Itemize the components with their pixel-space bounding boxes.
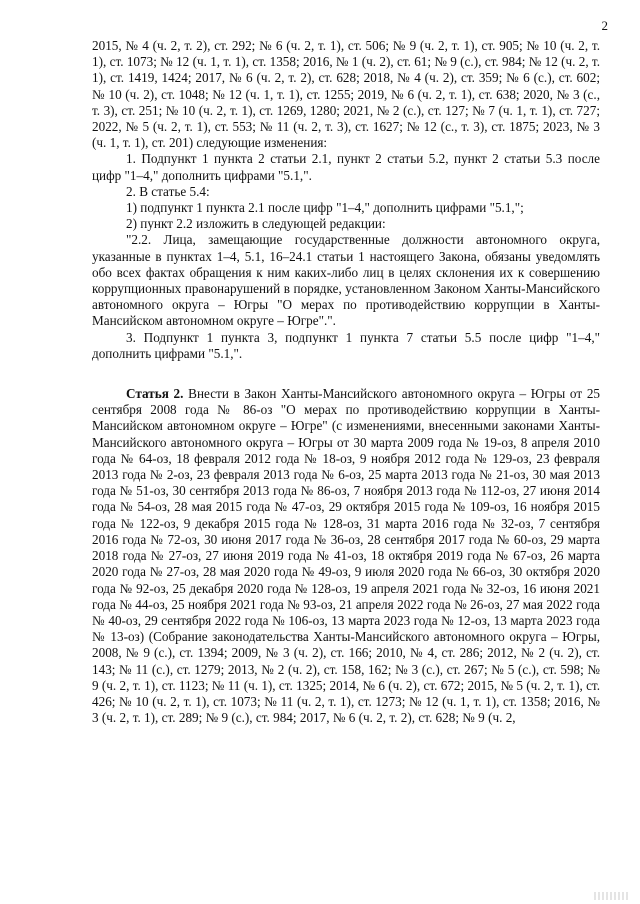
amendment-item-2: 2. В статье 5.4: [126, 183, 210, 199]
amendment-item-1: 1. Подпункт 1 пункта 2 статьи 2.1, пункт 2 статьи 5.2, пункт 2 статьи 5.3 после цифр "1–4," дополнить цифрами "5.1,". [92, 151, 600, 183]
section-gap [92, 362, 600, 386]
document-body [92, 38, 600, 726]
amendment-item-3: 3. Подпункт 1 пункта 3, подпункт 1 пункта 7 статьи 5.5 после цифр "1–4," дополнить цифрами "5.1,". [92, 329, 600, 361]
scan-artifact-mark [594, 892, 630, 900]
article-2-text: Внести в Закон Ханты-Мансийского автономного округа – Югры от 25 сентября 2008 года № 86-оз "О мерах по противодействию коррупции в Ханты-Мансийском автономном округе – Югре" (с изменениями, внесенными законами Ханты-Мансийского автономного округа – Югры от 30 марта 2009 года № 19-оз, 8 апреля 2010 года № 64-оз, 18 февраля 2012 года № 18-оз, 9 ноября 2012 года № 129-оз, 23 февраля 2013 года № 2-оз, 23 февраля 2013 года № 6-оз, 25 марта 2013 года № 21-оз, 30 мая 2013 года № 51-оз, 30 сентября 2013 года № 86-оз, 7 ноября 2013 года № 112-оз, 27 июня 2014 года № 54-оз, 28 мая 2015 года № 47-оз, 29 октября 2015 года № 109-оз, 16 ноября 2015 года № 122-оз, 9 декабря 2015 года № 128-оз, 31 марта 2016 года № 32-оз, 7 сентября 2016 года № 72-оз, 30 июня 2017 года № 36-оз, 28 сентября 2017 года № 60-оз, 29 марта 2018 года № 27-оз, 27 июня 2019 года № 41-оз, 18 октября 2019 года № 67-оз, 26 марта 2020 года № 27-оз, 28 мая 2020 года № 49-оз, 9 июля 2020 года № 66-оз, 30 октября 2020 года № 92-оз, 25 декабря 2020 года № 128-оз, 19 апреля 2021 года № 32-оз, 16 июня 2021 года № 44-оз, 25 ноября 2021 года № 93-оз, 21 апреля 2022 года № 26-оз, 27 мая 2022 года № 40-оз, 29 сентября 2022 года № 106-оз, 13 марта 2023 года № 12-оз, 13 марта 2023 года № 13-оз) (Собрание законодательства Ханты-Мансийского автономного округа – Югры, 2008, № 9 (с.), ст. 1394; 2009, № 3 (ч. 2), ст. 166; 2010, № 4, ст. 286; 2012, № 2 (ч. 2), ст. 143; № 11 (с.), ст. 1279; 2013, № 2 (ч. 2), ст. 158, 162; № 3 (с.), ст. 267; № 5 (с.), ст. 598; № 9 (ч. 2, т. 1), ст. 1123; № 11 (ч. 1), ст. 1325; 2014, № 6 (ч. 2), ст. 672; 2015, № 5 (ч. 2, т. 1), ст. 426; № 10 (ч. 2, т. 1), ст. 1073; № 11 (ч. 2, т. 1), ст. 1273; № 12 (ч. 1, т. 1), ст. 1358; 2016, № 3 (ч. 2, т. 1), ст. 289; № 9 (с.), ст. 984; 2017, № 6 (ч. 2, т. 2), ст. 628; № 9 (ч. 2, [92, 386, 601, 726]
page-number: 2 [601, 18, 608, 33]
article-2-paragraph [92, 386, 600, 726]
amendment-subitem-2: 2) пункт 2.2 изложить в следующей редакции: [126, 216, 386, 232]
amendment-subitem-1: 1) подпункт 1 пункта 2.1 после цифр "1–4," дополнить цифрами "5.1,"; [126, 200, 524, 216]
amendment-sources-paragraph: 2015, № 4 (ч. 2, т. 2), ст. 292; № 6 (ч. 2, т. 1), ст. 506; № 9 (ч. 2, т. 1), ст. 905; № 10 (ч. 2, т. 1), ст. 1073; № 12 (ч. 1, т. 1), ст. 1358; 2016, № 1 (ч. 2), ст. 61; № 9 (с.), ст. 984; № 12 (ч. 2, т. 1), ст. 1419, 1424; 2017, № 6 (ч. 2, т. 2), ст. 628; 2018, № 4 (ч. 2), ст. 359; № 6 (с.), ст. 602; № 10 (ч. 2), ст. 1048; № 12 (ч. 1, т. 1), ст. 1255; 2019, № 6 (ч. 2, т. 1), ст. 638; 2020, № 3 (с., т. 3), ст. 251; № 10 (ч. 2, т. 1), ст. 1269, 1280; 2021, № 2 (с.), ст. 127; № 7 (ч. 1, т. 1), ст. 727; 2022, № 5 (ч. 2, т. 1), ст. 553; № 11 (ч. 2, т. 3), ст. 1627; № 12 (с., т. 3), ст. 1875; 2023, № 3 (ч. 1, т. 1), ст. 201) следующие изменения: [92, 38, 600, 151]
article-2-title: Статья 2. [126, 386, 184, 402]
quoted-new-text: "2.2. Лица, замещающие государственные должности автономного округа, указанные в пунктах 1–4, 5.1, 16–24.1 статьи 1 настоящего Закона, обязаны уведомлять обо всех фактах обращения к ним каких-либо лиц в целях склонения их к совершению коррупционных правонарушений в порядке, установленном Законом Ханты-Мансийского автономного округа – Югры "О мерах по противодействию коррупции в Ханты-Мансийском автономном округе – Югре".". [92, 232, 600, 329]
